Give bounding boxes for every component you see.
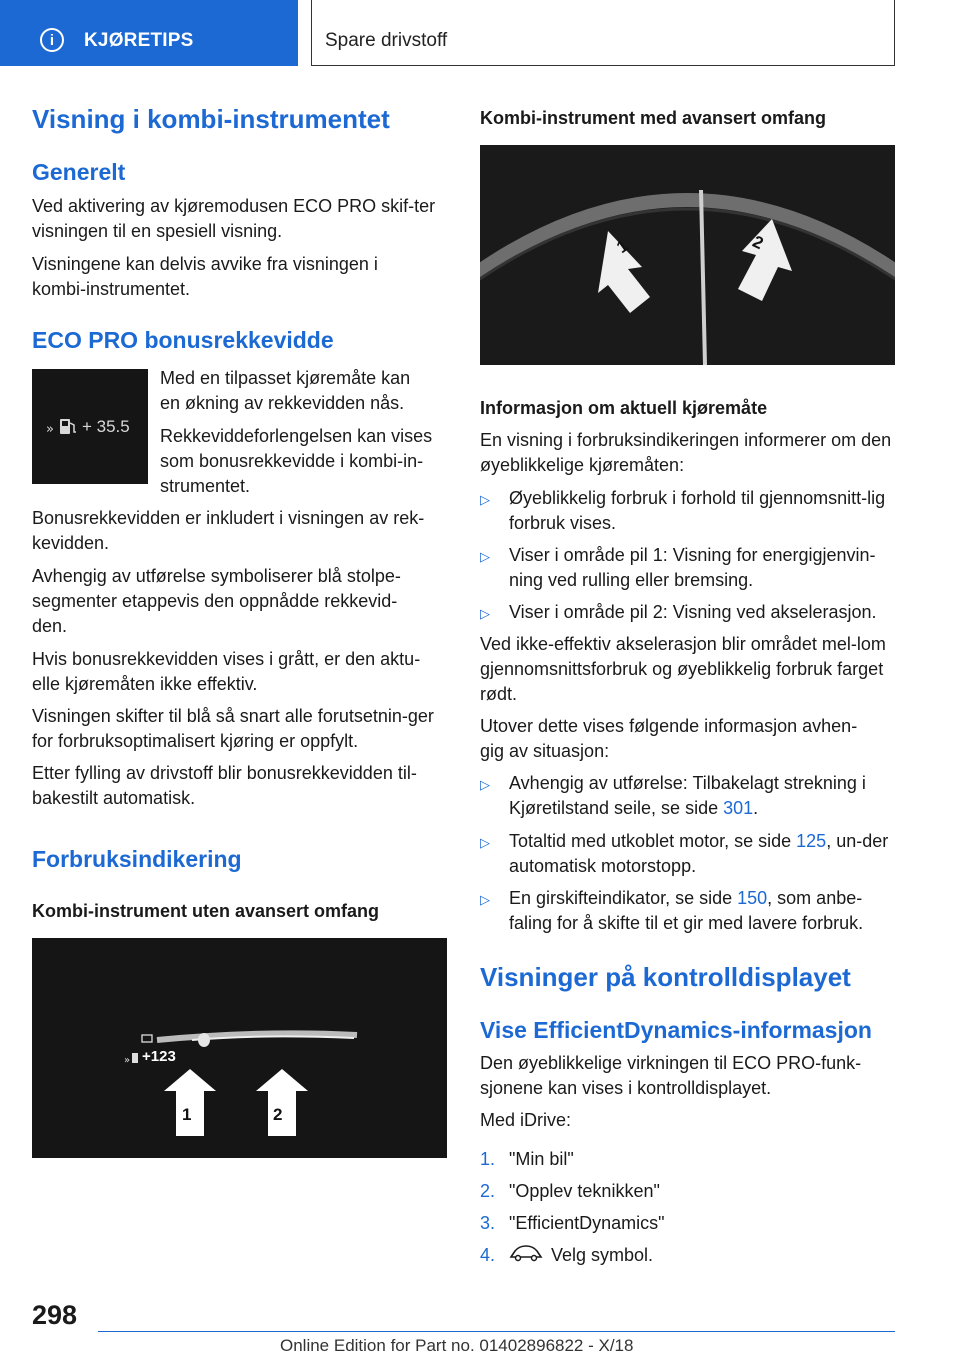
info-paragraph-3: Utover dette vises følgende informasjon avhen-gig av situasjon: xyxy=(480,716,858,761)
arrow-label-1: 1 xyxy=(182,1105,192,1124)
info-paragraph-2: Ved ikke-effektiv akselerasjon blir området mel-lom gjennomsnittsforbruk og øyeblikkelig forbruk farget rødt. xyxy=(480,634,886,704)
info-icon: i xyxy=(40,28,64,52)
eco-paragraph-5: Hvis bonusrekkevidden vises i grått, er den aktu-elle kjøremåten ikke effektiv. xyxy=(32,649,421,694)
up-arrow-icon xyxy=(738,219,792,301)
step-item: 1. "Min bil" xyxy=(480,1149,574,1169)
heading-info-driving: Informasjon om aktuell kjøremåte xyxy=(480,398,768,418)
heading-efficient-dynamics: Vise EfficientDynamics-informasjon xyxy=(480,1017,872,1043)
consumption-bar-graphic xyxy=(32,938,447,1158)
page-link-125[interactable]: 125 xyxy=(796,831,827,851)
general-paragraph-2: Visningene kan delvis avvike fra visningen i kombi-instrumentet. xyxy=(32,254,378,299)
section-tab[interactable] xyxy=(0,0,298,66)
svg-text:»: » xyxy=(124,1055,131,1066)
list-item: ▷ Totaltid med utkoblet motor, se side 125, un-der automatisk motorstopp. xyxy=(480,829,895,879)
page-link-150[interactable]: 150 xyxy=(737,888,768,908)
heading-without-extended: Kombi-instrument uten avansert omfang xyxy=(32,901,380,921)
heading-with-extended: Kombi-instrument med avansert omfang xyxy=(480,108,827,128)
consumption-value: +123 xyxy=(142,1048,176,1065)
bullet-triangle-icon: ▷ xyxy=(480,892,490,907)
info-paragraph-1: En visning i forbruksindikeringen informerer om den øyeblikkelige kjøremåten: xyxy=(480,430,892,475)
page-title: Visning i kombi-instrumentet xyxy=(32,104,390,134)
svg-text:»: » xyxy=(46,422,54,437)
heading-control-display: Visninger på kontrolldisplayet xyxy=(480,962,851,992)
up-arrow-icon xyxy=(256,1069,308,1136)
list-item: ▷ Viser i område pil 1: Visning for energigjenvin-ning ved rulling eller bremsing. xyxy=(480,543,895,593)
arrow-label-2: 2 xyxy=(273,1105,283,1124)
efficient-paragraph-2: Med iDrive: xyxy=(480,1110,572,1130)
heading-consumption: Forbruksindikering xyxy=(32,846,242,872)
efficient-paragraph-1: Den øyeblikkelige virkningen til ECO PRO-funk-sjonene kan vises i kontrolldisplayet. xyxy=(480,1053,862,1098)
list-item: ▷ Øyeblikkelig forbruk i forhold til gjennomsnitt-lig forbruk vises. xyxy=(480,486,895,536)
eco-paragraph-6: Visningen skifter til blå så snart alle forutsetnin-ger for forbruksoptimalisert kjøring er oppfylt. xyxy=(32,706,434,751)
section-label: KJØRETIPS xyxy=(84,30,194,51)
up-arrow-icon xyxy=(164,1069,216,1136)
list-item: ▷ Viser i område pil 2: Visning ved akselerasjon. xyxy=(480,600,895,626)
step-item: 3. "EfficientDynamics" xyxy=(480,1213,665,1233)
eco-paragraph-7: Etter fylling av drivstoff blir bonusrekkevidden til-bakestilt automatisk. xyxy=(32,763,417,808)
gauge-graphic xyxy=(480,145,895,365)
eco-paragraph-2: Rekkeviddeforlengelsen kan vises som bonusrekkevidde i kombi-in-strumentet. xyxy=(160,426,433,496)
bullet-triangle-icon: ▷ xyxy=(480,549,490,564)
bullet-triangle-icon: ▷ xyxy=(480,606,490,621)
car-icon xyxy=(509,1243,543,1265)
gauge-arrow-label-2: 2 xyxy=(749,231,767,254)
footer-divider xyxy=(98,1331,895,1332)
heading-general: Generelt xyxy=(32,159,126,185)
consumption-basic-image xyxy=(32,938,447,1158)
footer-edition: Online Edition for Part no. 01402896822 - X/18 xyxy=(280,1336,634,1355)
page-header xyxy=(0,0,960,66)
page-link-301[interactable]: 301 xyxy=(723,798,754,818)
eco-paragraph-1: Med en tilpasset kjøremåte kan en økning av rekkevidden nås. xyxy=(160,368,411,413)
eco-paragraph-4: Avhengig av utførelse symboliserer blå stolpe-segmenter etappevis den oppnådde rekkevid-den. xyxy=(32,566,401,636)
bullet-triangle-icon: ▷ xyxy=(480,777,490,792)
consumption-extended-image xyxy=(480,145,895,365)
battery-icon xyxy=(142,1035,152,1042)
bullet-triangle-icon: ▷ xyxy=(480,492,490,507)
eco-bonus-image xyxy=(32,369,148,484)
list-item: ▷ En girskifteindikator, se side 150, som anbe-faling for å skifte til et gir med lavere forbruk. xyxy=(480,886,895,936)
page-number: 298 xyxy=(32,1300,78,1330)
chapter-title: Spare drivstoff xyxy=(325,30,448,51)
eco-bonus-value: + 35.5 xyxy=(82,417,130,436)
general-paragraph-1: Ved aktivering av kjøremodusen ECO PRO skif-ter visningen til en spesiell visning. xyxy=(32,196,436,241)
heading-eco-pro: ECO PRO bonusrekkevidde xyxy=(32,327,334,353)
gauge-arrow-label-1: 1 xyxy=(613,236,632,258)
step-item: 4. Velg symbol. xyxy=(480,1245,654,1265)
list-item: ▷ Avhengig av utførelse: Tilbakelagt strekning i Kjøretilstand seile, se side 301. xyxy=(480,771,895,821)
bullet-triangle-icon: ▷ xyxy=(480,835,490,850)
eco-paragraph-3: Bonusrekkevidden er inkludert i visningen av rek-kevidden. xyxy=(32,508,425,553)
step-item: 2. "Opplev teknikken" xyxy=(480,1181,660,1201)
